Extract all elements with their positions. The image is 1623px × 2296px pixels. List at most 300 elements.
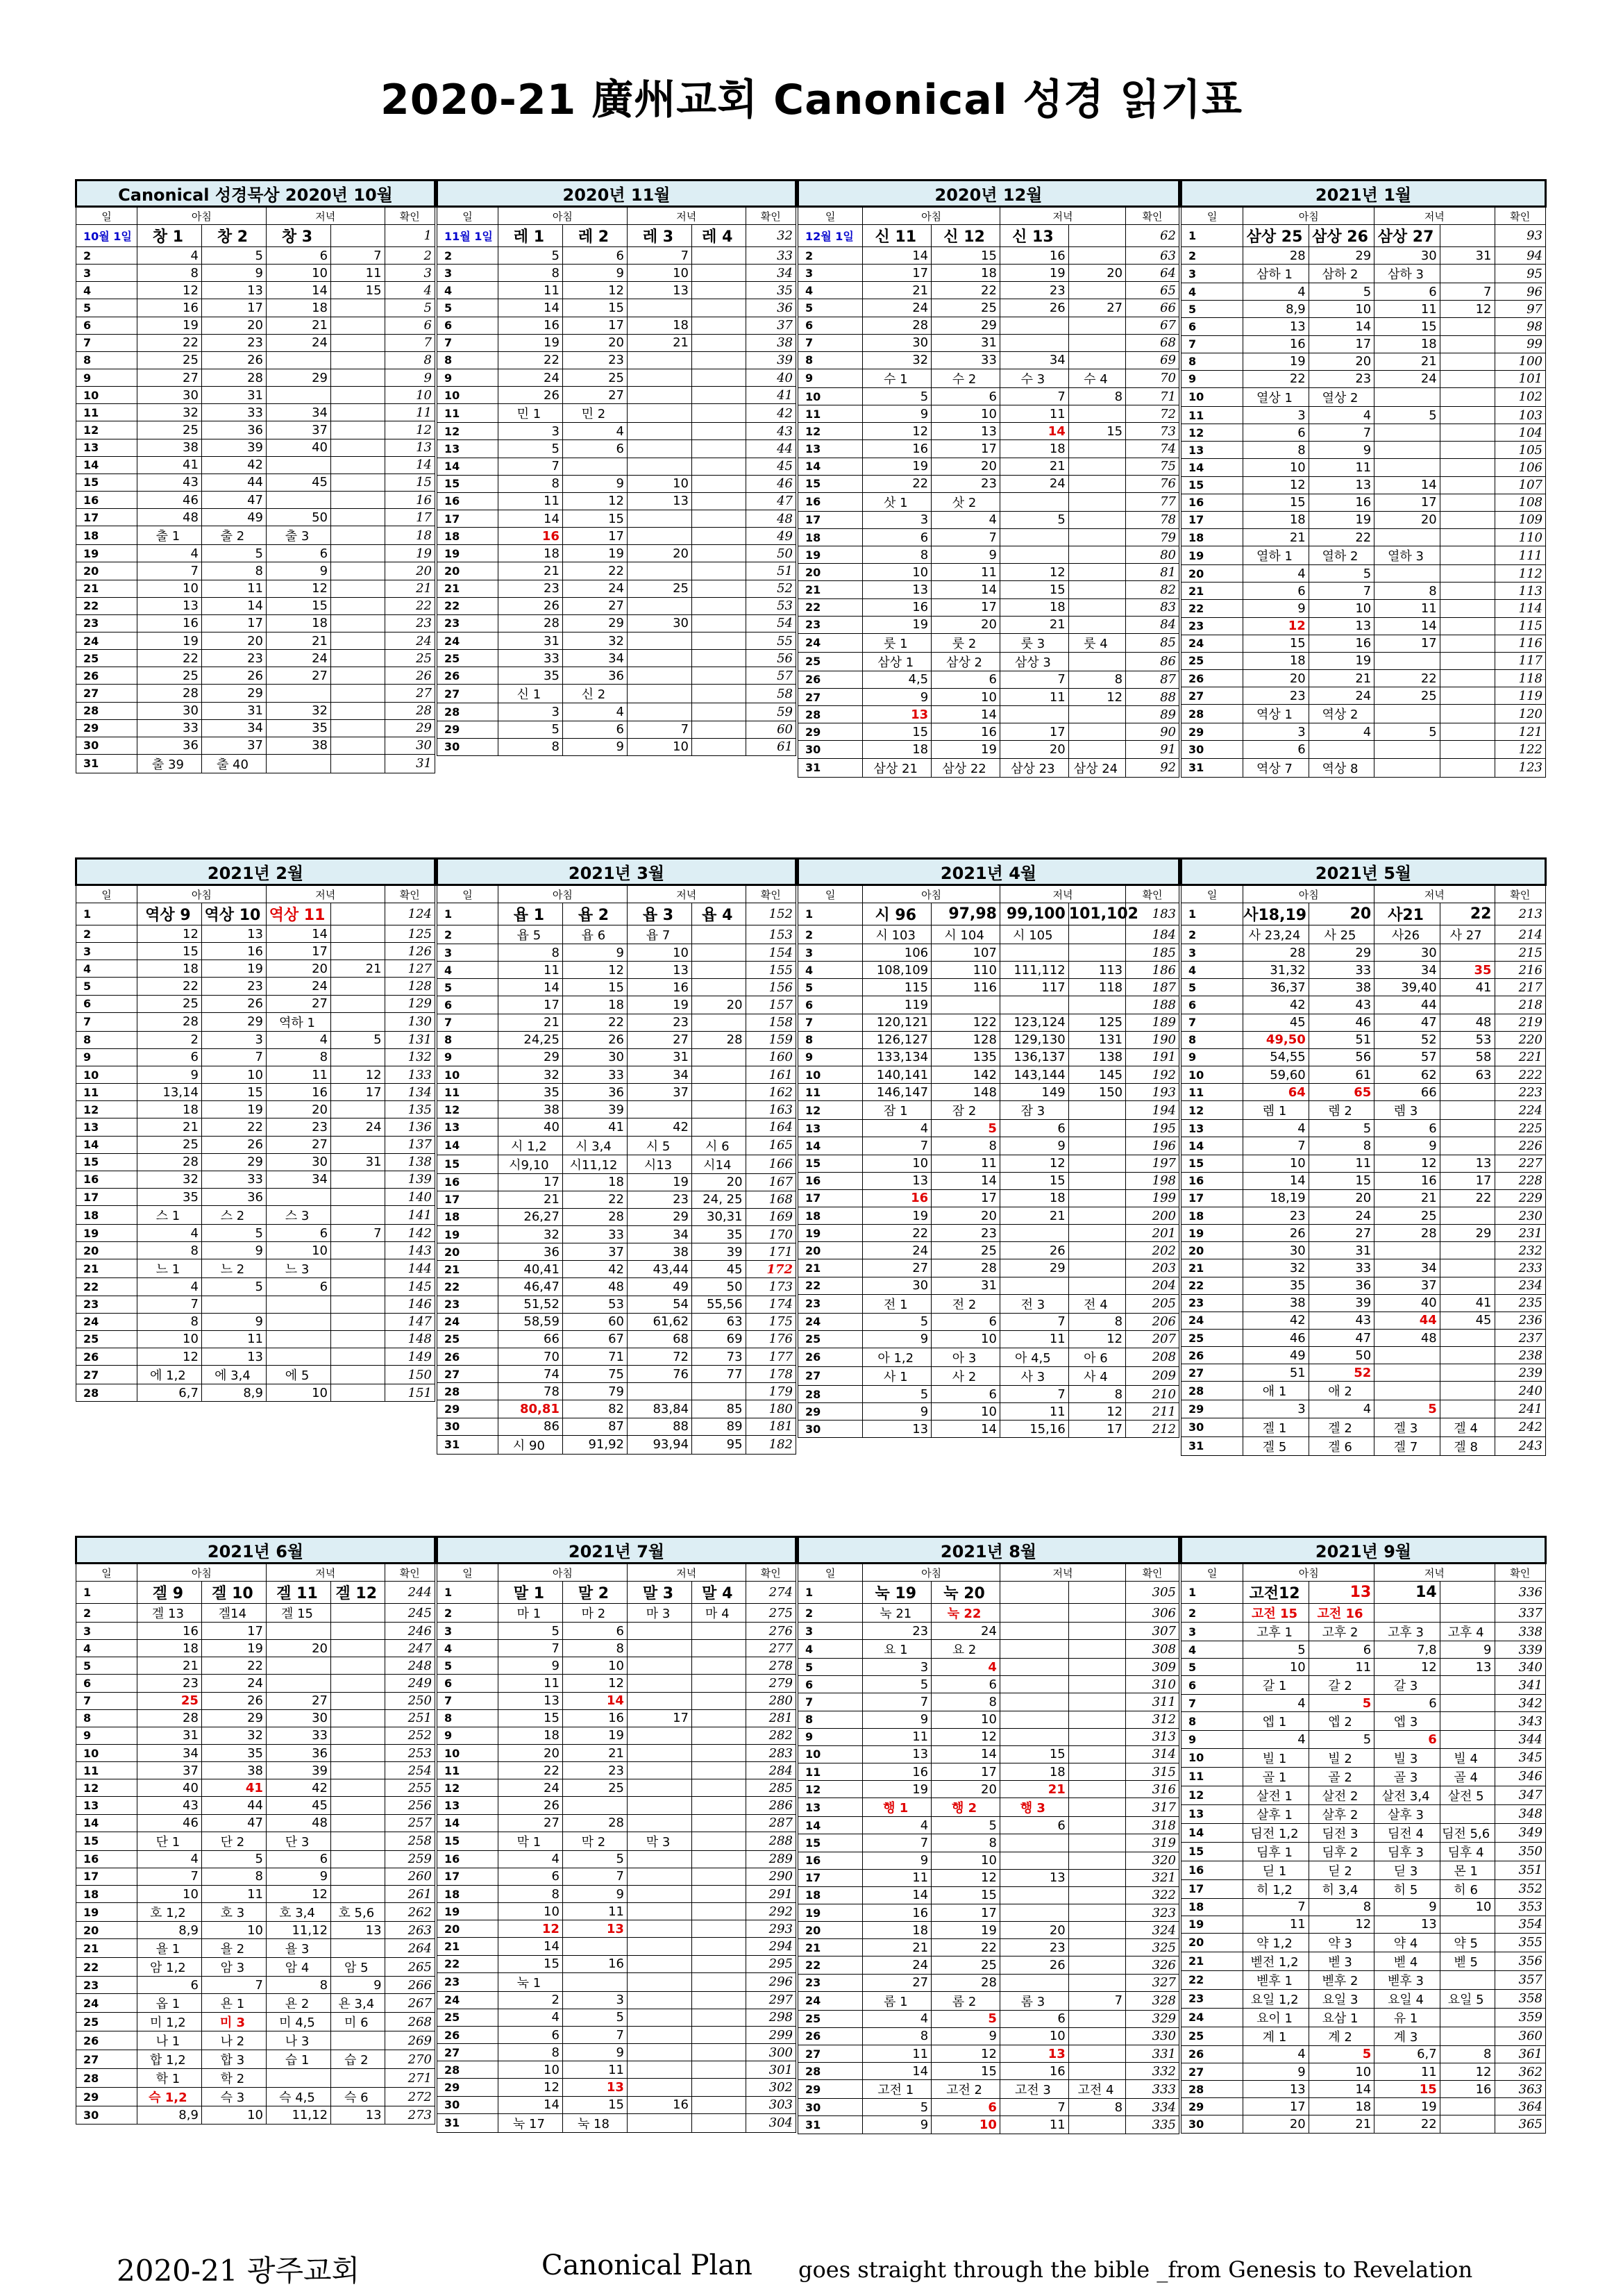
check-cell[interactable]: 58 <box>746 685 796 703</box>
check-cell[interactable]: 338 <box>1495 1623 1546 1641</box>
check-cell[interactable]: 208 <box>1126 1348 1179 1366</box>
check-cell[interactable]: 136 <box>385 1118 435 1136</box>
check-cell[interactable]: 33 <box>746 247 796 265</box>
check-cell[interactable]: 348 <box>1495 1804 1546 1823</box>
check-cell[interactable]: 298 <box>746 2009 796 2026</box>
check-cell[interactable]: 311 <box>1126 1693 1179 1711</box>
check-cell[interactable]: 221 <box>1495 1048 1546 1066</box>
check-cell[interactable]: 237 <box>1495 1329 1546 1346</box>
check-cell[interactable]: 99 <box>1495 335 1546 353</box>
check-cell[interactable]: 341 <box>1495 1676 1546 1695</box>
check-cell[interactable]: 269 <box>385 2031 435 2050</box>
check-cell[interactable]: 83 <box>1126 598 1179 616</box>
check-cell[interactable]: 78 <box>1126 511 1179 528</box>
check-cell[interactable]: 156 <box>746 979 796 996</box>
check-cell[interactable]: 280 <box>746 1692 796 1709</box>
check-cell[interactable]: 360 <box>1495 2027 1546 2045</box>
check-cell[interactable]: 169 <box>746 1208 796 1225</box>
check-cell[interactable]: 20 <box>385 562 435 580</box>
check-cell[interactable]: 233 <box>1495 1259 1546 1277</box>
check-cell[interactable]: 120 <box>1495 705 1546 723</box>
check-cell[interactable]: 356 <box>1495 1952 1546 1970</box>
check-cell[interactable]: 26 <box>385 667 435 685</box>
check-cell[interactable]: 312 <box>1126 1711 1179 1728</box>
check-cell[interactable]: 364 <box>1495 2098 1546 2115</box>
check-cell[interactable]: 329 <box>1126 2010 1179 2027</box>
check-cell[interactable]: 335 <box>1126 2116 1179 2134</box>
check-cell[interactable]: 28 <box>385 702 435 719</box>
check-cell[interactable]: 55 <box>746 632 796 649</box>
check-cell[interactable]: 116 <box>1495 635 1546 652</box>
check-cell[interactable]: 212 <box>1126 1421 1179 1438</box>
check-cell[interactable]: 137 <box>385 1136 435 1153</box>
check-cell[interactable]: 134 <box>385 1084 435 1101</box>
check-cell[interactable]: 145 <box>385 1278 435 1296</box>
check-cell[interactable]: 192 <box>1126 1066 1179 1083</box>
check-cell[interactable]: 94 <box>1495 247 1546 265</box>
check-cell[interactable]: 174 <box>746 1296 796 1313</box>
check-cell[interactable]: 154 <box>746 944 796 962</box>
check-cell[interactable]: 19 <box>385 545 435 562</box>
check-cell[interactable]: 272 <box>385 2088 435 2106</box>
check-cell[interactable]: 44 <box>746 440 796 458</box>
check-cell[interactable]: 355 <box>1495 1933 1546 1952</box>
check-cell[interactable]: 74 <box>1126 440 1179 458</box>
check-cell[interactable]: 362 <box>1495 2063 1546 2080</box>
check-cell[interactable]: 322 <box>1126 1886 1179 1904</box>
check-cell[interactable]: 351 <box>1495 1861 1546 1879</box>
check-cell[interactable]: 126 <box>385 943 435 960</box>
check-cell[interactable]: 8 <box>385 351 435 369</box>
check-cell[interactable]: 191 <box>1126 1048 1179 1066</box>
check-cell[interactable]: 103 <box>1495 406 1546 424</box>
check-cell[interactable]: 29 <box>385 719 435 737</box>
check-cell[interactable]: 262 <box>385 1903 435 1922</box>
check-cell[interactable]: 254 <box>385 1762 435 1779</box>
check-cell[interactable]: 9 <box>385 369 435 386</box>
check-cell[interactable]: 277 <box>746 1640 796 1657</box>
check-cell[interactable]: 211 <box>1126 1403 1179 1421</box>
check-cell[interactable]: 257 <box>385 1814 435 1832</box>
check-cell[interactable]: 296 <box>746 1972 796 1991</box>
check-cell[interactable]: 141 <box>385 1206 435 1225</box>
check-cell[interactable]: 315 <box>1126 1763 1179 1780</box>
check-cell[interactable]: 294 <box>746 1938 796 1955</box>
check-cell[interactable]: 148 <box>385 1330 435 1348</box>
check-cell[interactable]: 15 <box>385 474 435 491</box>
check-cell[interactable]: 334 <box>1126 2099 1179 2116</box>
check-cell[interactable]: 70 <box>1126 369 1179 387</box>
check-cell[interactable]: 21 <box>385 580 435 597</box>
check-cell[interactable]: 350 <box>1495 1842 1546 1861</box>
check-cell[interactable]: 259 <box>385 1850 435 1868</box>
check-cell[interactable]: 287 <box>746 1814 796 1832</box>
check-cell[interactable]: 187 <box>1126 979 1179 996</box>
check-cell[interactable]: 177 <box>746 1348 796 1365</box>
check-cell[interactable]: 139 <box>385 1171 435 1188</box>
check-cell[interactable]: 16 <box>385 491 435 508</box>
check-cell[interactable]: 216 <box>1495 962 1546 979</box>
check-cell[interactable]: 51 <box>746 562 796 580</box>
check-cell[interactable]: 226 <box>1495 1137 1546 1155</box>
check-cell[interactable]: 240 <box>1495 1382 1546 1400</box>
check-cell[interactable]: 326 <box>1126 1956 1179 1974</box>
check-cell[interactable]: 222 <box>1495 1066 1546 1083</box>
check-cell[interactable]: 242 <box>1495 1418 1546 1436</box>
check-cell[interactable]: 238 <box>1495 1347 1546 1364</box>
check-cell[interactable]: 263 <box>385 1922 435 1939</box>
check-cell[interactable]: 328 <box>1126 1991 1179 2010</box>
check-cell[interactable]: 62 <box>1126 225 1179 247</box>
check-cell[interactable]: 6 <box>385 317 435 334</box>
check-cell[interactable]: 325 <box>1126 1939 1179 1956</box>
check-cell[interactable]: 122 <box>1495 741 1546 758</box>
check-cell[interactable]: 249 <box>385 1675 435 1692</box>
check-cell[interactable]: 261 <box>385 1885 435 1902</box>
check-cell[interactable]: 161 <box>746 1066 796 1083</box>
check-cell[interactable]: 22 <box>385 597 435 614</box>
check-cell[interactable]: 72 <box>1126 405 1179 423</box>
check-cell[interactable]: 288 <box>746 1832 796 1850</box>
check-cell[interactable]: 144 <box>385 1259 435 1278</box>
check-cell[interactable]: 352 <box>1495 1879 1546 1898</box>
check-cell[interactable]: 179 <box>746 1383 796 1400</box>
check-cell[interactable]: 194 <box>1126 1101 1179 1120</box>
check-cell[interactable]: 92 <box>1126 758 1179 777</box>
check-cell[interactable]: 363 <box>1495 2081 1546 2098</box>
check-cell[interactable]: 359 <box>1495 2008 1546 2027</box>
check-cell[interactable]: 358 <box>1495 1989 1546 2008</box>
check-cell[interactable]: 303 <box>746 2096 796 2113</box>
check-cell[interactable]: 223 <box>1495 1084 1546 1101</box>
check-cell[interactable]: 213 <box>1495 903 1546 925</box>
check-cell[interactable]: 121 <box>1495 723 1546 741</box>
check-cell[interactable]: 45 <box>746 458 796 475</box>
check-cell[interactable]: 135 <box>385 1101 435 1118</box>
check-cell[interactable]: 274 <box>746 1582 796 1604</box>
check-cell[interactable]: 79 <box>1126 528 1179 546</box>
check-cell[interactable]: 61 <box>746 738 796 755</box>
check-cell[interactable]: 278 <box>746 1657 796 1675</box>
check-cell[interactable]: 97 <box>1495 301 1546 318</box>
check-cell[interactable]: 65 <box>1126 282 1179 299</box>
check-cell[interactable]: 275 <box>746 1604 796 1623</box>
check-cell[interactable]: 281 <box>746 1709 796 1727</box>
check-cell[interactable]: 246 <box>385 1623 435 1640</box>
check-cell[interactable]: 159 <box>746 1031 796 1048</box>
check-cell[interactable]: 297 <box>746 1991 796 2009</box>
check-cell[interactable]: 188 <box>1126 996 1179 1014</box>
check-cell[interactable]: 49 <box>746 528 796 545</box>
check-cell[interactable]: 41 <box>746 387 796 404</box>
check-cell[interactable]: 346 <box>1495 1767 1546 1786</box>
check-cell[interactable]: 153 <box>746 925 796 944</box>
check-cell[interactable]: 181 <box>746 1418 796 1435</box>
check-cell[interactable]: 14 <box>385 456 435 474</box>
check-cell[interactable]: 131 <box>385 1031 435 1048</box>
check-cell[interactable]: 162 <box>746 1084 796 1101</box>
check-cell[interactable]: 59 <box>746 703 796 721</box>
check-cell[interactable]: 149 <box>385 1348 435 1365</box>
check-cell[interactable]: 129 <box>385 995 435 1012</box>
check-cell[interactable]: 268 <box>385 2013 435 2031</box>
check-cell[interactable]: 140 <box>385 1188 435 1205</box>
check-cell[interactable]: 17 <box>385 509 435 526</box>
check-cell[interactable]: 345 <box>1495 1748 1546 1767</box>
check-cell[interactable]: 180 <box>746 1400 796 1418</box>
check-cell[interactable]: 354 <box>1495 1916 1546 1933</box>
check-cell[interactable]: 53 <box>746 597 796 614</box>
check-cell[interactable]: 295 <box>746 1955 796 1972</box>
check-cell[interactable]: 307 <box>1126 1623 1179 1640</box>
check-cell[interactable]: 1 <box>385 225 435 247</box>
check-cell[interactable]: 256 <box>385 1797 435 1814</box>
check-cell[interactable]: 106 <box>1495 459 1546 476</box>
check-cell[interactable]: 245 <box>385 1604 435 1623</box>
check-cell[interactable]: 204 <box>1126 1277 1179 1294</box>
check-cell[interactable]: 202 <box>1126 1242 1179 1259</box>
check-cell[interactable]: 85 <box>1126 633 1179 652</box>
check-cell[interactable]: 258 <box>385 1832 435 1850</box>
check-cell[interactable]: 304 <box>746 2113 796 2132</box>
check-cell[interactable]: 260 <box>385 1868 435 1885</box>
check-cell[interactable]: 201 <box>1126 1225 1179 1242</box>
check-cell[interactable]: 250 <box>385 1692 435 1709</box>
check-cell[interactable]: 5 <box>385 299 435 317</box>
check-cell[interactable]: 217 <box>1495 979 1546 996</box>
check-cell[interactable]: 57 <box>746 667 796 685</box>
check-cell[interactable]: 343 <box>1495 1712 1546 1731</box>
check-cell[interactable]: 171 <box>746 1243 796 1261</box>
check-cell[interactable]: 301 <box>746 2061 796 2079</box>
check-cell[interactable]: 218 <box>1495 996 1546 1014</box>
check-cell[interactable]: 292 <box>746 1903 796 1920</box>
check-cell[interactable]: 219 <box>1495 1014 1546 1031</box>
check-cell[interactable]: 114 <box>1495 600 1546 617</box>
check-cell[interactable]: 284 <box>746 1762 796 1779</box>
check-cell[interactable]: 89 <box>1126 706 1179 723</box>
check-cell[interactable]: 132 <box>385 1048 435 1066</box>
check-cell[interactable]: 119 <box>1495 687 1546 705</box>
check-cell[interactable]: 102 <box>1495 387 1546 406</box>
check-cell[interactable]: 11 <box>385 404 435 421</box>
check-cell[interactable]: 199 <box>1126 1189 1179 1207</box>
check-cell[interactable]: 178 <box>746 1366 796 1383</box>
check-cell[interactable]: 196 <box>1126 1137 1179 1155</box>
check-cell[interactable]: 183 <box>1126 903 1179 925</box>
check-cell[interactable]: 32 <box>746 225 796 247</box>
check-cell[interactable]: 64 <box>1126 265 1179 282</box>
check-cell[interactable]: 340 <box>1495 1659 1546 1676</box>
check-cell[interactable]: 227 <box>1495 1155 1546 1172</box>
check-cell[interactable]: 209 <box>1126 1366 1179 1385</box>
check-cell[interactable]: 36 <box>746 299 796 317</box>
check-cell[interactable]: 38 <box>746 334 796 351</box>
check-cell[interactable]: 24 <box>385 632 435 649</box>
check-cell[interactable]: 170 <box>746 1225 796 1243</box>
check-cell[interactable]: 306 <box>1126 1604 1179 1623</box>
check-cell[interactable]: 54 <box>746 614 796 632</box>
check-cell[interactable]: 230 <box>1495 1207 1546 1224</box>
check-cell[interactable]: 34 <box>746 265 796 282</box>
check-cell[interactable]: 189 <box>1126 1014 1179 1031</box>
check-cell[interactable]: 365 <box>1495 2115 1546 2133</box>
check-cell[interactable]: 224 <box>1495 1101 1546 1120</box>
check-cell[interactable]: 251 <box>385 1709 435 1727</box>
check-cell[interactable]: 88 <box>1126 688 1179 705</box>
check-cell[interactable]: 66 <box>1126 299 1179 317</box>
check-cell[interactable]: 347 <box>1495 1786 1546 1804</box>
check-cell[interactable]: 52 <box>746 580 796 597</box>
check-cell[interactable]: 115 <box>1495 617 1546 635</box>
check-cell[interactable]: 31 <box>385 754 435 773</box>
check-cell[interactable]: 13 <box>385 439 435 456</box>
check-cell[interactable]: 152 <box>746 903 796 925</box>
check-cell[interactable]: 127 <box>385 960 435 978</box>
check-cell[interactable]: 310 <box>1126 1676 1179 1693</box>
check-cell[interactable]: 264 <box>385 1939 435 1958</box>
check-cell[interactable]: 104 <box>1495 424 1546 442</box>
check-cell[interactable]: 232 <box>1495 1242 1546 1259</box>
check-cell[interactable]: 290 <box>746 1868 796 1885</box>
check-cell[interactable]: 342 <box>1495 1695 1546 1712</box>
check-cell[interactable]: 332 <box>1126 2063 1179 2080</box>
check-cell[interactable]: 98 <box>1495 318 1546 335</box>
check-cell[interactable]: 336 <box>1495 1582 1546 1604</box>
check-cell[interactable]: 299 <box>746 2026 796 2043</box>
check-cell[interactable]: 117 <box>1495 652 1546 669</box>
check-cell[interactable]: 128 <box>385 978 435 995</box>
check-cell[interactable]: 124 <box>385 903 435 925</box>
check-cell[interactable]: 241 <box>1495 1400 1546 1418</box>
check-cell[interactable]: 101 <box>1495 370 1546 387</box>
check-cell[interactable]: 147 <box>385 1313 435 1330</box>
check-cell[interactable]: 25 <box>385 650 435 667</box>
check-cell[interactable]: 333 <box>1126 2080 1179 2099</box>
check-cell[interactable]: 285 <box>746 1779 796 1797</box>
check-cell[interactable]: 12 <box>385 421 435 439</box>
check-cell[interactable]: 158 <box>746 1014 796 1031</box>
check-cell[interactable]: 87 <box>1126 671 1179 688</box>
check-cell[interactable]: 286 <box>746 1797 796 1814</box>
check-cell[interactable]: 63 <box>1126 247 1179 265</box>
check-cell[interactable]: 279 <box>746 1675 796 1692</box>
check-cell[interactable]: 142 <box>385 1225 435 1242</box>
check-cell[interactable]: 190 <box>1126 1031 1179 1048</box>
check-cell[interactable]: 229 <box>1495 1189 1546 1207</box>
check-cell[interactable]: 289 <box>746 1850 796 1868</box>
check-cell[interactable]: 35 <box>746 282 796 299</box>
check-cell[interactable]: 305 <box>1126 1582 1179 1604</box>
check-cell[interactable]: 165 <box>746 1136 796 1155</box>
check-cell[interactable]: 18 <box>385 526 435 545</box>
check-cell[interactable]: 266 <box>385 1977 435 1994</box>
check-cell[interactable]: 349 <box>1495 1823 1546 1842</box>
check-cell[interactable]: 39 <box>746 351 796 369</box>
check-cell[interactable]: 197 <box>1126 1155 1179 1172</box>
check-cell[interactable]: 48 <box>746 510 796 527</box>
check-cell[interactable]: 112 <box>1495 565 1546 583</box>
check-cell[interactable]: 357 <box>1495 1970 1546 1989</box>
check-cell[interactable]: 215 <box>1495 944 1546 962</box>
check-cell[interactable]: 107 <box>1495 476 1546 494</box>
check-cell[interactable]: 198 <box>1126 1172 1179 1189</box>
check-cell[interactable]: 291 <box>746 1885 796 1902</box>
check-cell[interactable]: 210 <box>1126 1385 1179 1402</box>
check-cell[interactable]: 77 <box>1126 492 1179 511</box>
check-cell[interactable]: 168 <box>746 1191 796 1208</box>
check-cell[interactable]: 23 <box>385 614 435 632</box>
check-cell[interactable]: 225 <box>1495 1120 1546 1137</box>
check-cell[interactable]: 75 <box>1126 458 1179 475</box>
check-cell[interactable]: 118 <box>1495 669 1546 687</box>
check-cell[interactable]: 82 <box>1126 581 1179 598</box>
check-cell[interactable]: 236 <box>1495 1312 1546 1329</box>
check-cell[interactable]: 228 <box>1495 1172 1546 1189</box>
check-cell[interactable]: 69 <box>1126 351 1179 369</box>
check-cell[interactable]: 91 <box>1126 741 1179 758</box>
check-cell[interactable]: 47 <box>746 492 796 510</box>
check-cell[interactable]: 143 <box>385 1242 435 1259</box>
check-cell[interactable]: 76 <box>1126 475 1179 492</box>
check-cell[interactable]: 96 <box>1495 283 1546 301</box>
check-cell[interactable]: 207 <box>1126 1330 1179 1348</box>
check-cell[interactable]: 151 <box>385 1384 435 1402</box>
check-cell[interactable]: 71 <box>1126 387 1179 405</box>
check-cell[interactable]: 270 <box>385 2050 435 2069</box>
check-cell[interactable]: 37 <box>746 317 796 334</box>
check-cell[interactable]: 27 <box>385 685 435 702</box>
check-cell[interactable]: 267 <box>385 1994 435 2013</box>
check-cell[interactable]: 84 <box>1126 616 1179 633</box>
check-cell[interactable]: 244 <box>385 1582 435 1604</box>
check-cell[interactable]: 42 <box>746 404 796 423</box>
check-cell[interactable]: 282 <box>746 1727 796 1744</box>
check-cell[interactable]: 110 <box>1495 528 1546 546</box>
check-cell[interactable]: 344 <box>1495 1731 1546 1748</box>
check-cell[interactable]: 220 <box>1495 1031 1546 1048</box>
check-cell[interactable]: 283 <box>746 1744 796 1761</box>
check-cell[interactable]: 46 <box>746 475 796 492</box>
check-cell[interactable]: 234 <box>1495 1277 1546 1294</box>
check-cell[interactable]: 253 <box>385 1744 435 1761</box>
check-cell[interactable]: 195 <box>1126 1120 1179 1137</box>
check-cell[interactable]: 309 <box>1126 1659 1179 1676</box>
check-cell[interactable]: 182 <box>746 1435 796 1454</box>
check-cell[interactable]: 157 <box>746 996 796 1014</box>
check-cell[interactable]: 111 <box>1495 546 1546 565</box>
check-cell[interactable]: 337 <box>1495 1604 1546 1623</box>
check-cell[interactable]: 330 <box>1126 2027 1179 2045</box>
check-cell[interactable]: 95 <box>1495 265 1546 283</box>
check-cell[interactable]: 40 <box>746 369 796 386</box>
check-cell[interactable]: 214 <box>1495 925 1546 944</box>
check-cell[interactable]: 56 <box>746 650 796 667</box>
check-cell[interactable]: 206 <box>1126 1313 1179 1330</box>
check-cell[interactable]: 293 <box>746 1920 796 1938</box>
check-cell[interactable]: 276 <box>746 1623 796 1640</box>
check-cell[interactable]: 68 <box>1126 334 1179 351</box>
check-cell[interactable]: 193 <box>1126 1084 1179 1101</box>
check-cell[interactable]: 265 <box>385 1958 435 1977</box>
check-cell[interactable]: 248 <box>385 1657 435 1675</box>
check-cell[interactable]: 10 <box>385 387 435 404</box>
check-cell[interactable]: 255 <box>385 1779 435 1797</box>
check-cell[interactable]: 324 <box>1126 1922 1179 1939</box>
check-cell[interactable]: 247 <box>385 1640 435 1657</box>
check-cell[interactable]: 130 <box>385 1012 435 1031</box>
check-cell[interactable]: 308 <box>1126 1640 1179 1659</box>
